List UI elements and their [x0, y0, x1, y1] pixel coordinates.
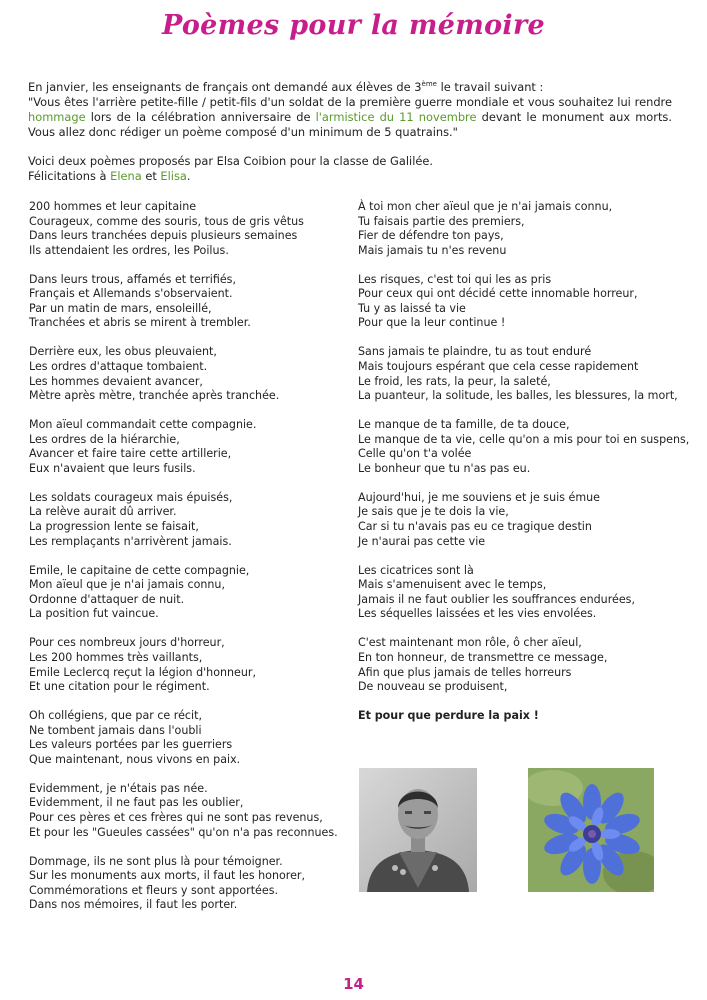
poem-line: Français et Allemands s'observaient. — [29, 287, 233, 301]
poem-line: Mon aïeul commandait cette compagnie. — [29, 418, 257, 432]
poem-line: C'est maintenant mon rôle, ô cher aïeul, — [358, 636, 582, 650]
student-name-elena: Elena — [110, 169, 142, 183]
poem-line: 200 hommes et leur capitaine — [29, 200, 197, 213]
poem-line: Je n'aurai pas cette vie — [358, 534, 486, 548]
poem-line: Sur les monuments aux morts, il faut les honorer, — [29, 869, 305, 883]
poem-line: Evidemment, je n'étais pas née. — [29, 781, 208, 795]
stanza — [358, 273, 689, 331]
poem-line: Les ordres de la hiérarchie, — [29, 432, 180, 446]
poem-line: Tu y as laissé ta vie — [358, 301, 466, 315]
poem-line: Je sais que je te dois la vie, — [358, 505, 509, 519]
closing-line: Et pour que perdure la paix ! — [358, 709, 539, 723]
student-name-elisa: Elisa — [160, 169, 187, 183]
poem-line: Dans leurs tranchées depuis plusieurs semaines — [29, 229, 298, 243]
poem-line: La position fut vaincue. — [29, 607, 159, 621]
poem-line: Le manque de ta vie, celle qu'on a mis pour toi en suspens, — [358, 432, 690, 446]
poem-line: Le froid, les rats, la peur, la saleté, — [358, 374, 551, 388]
poem-line: Pour que la leur continue ! — [358, 316, 506, 330]
intro-line-1: En janvier, les enseignants de français ont demandé aux élèves de 3ème le travail suivant : — [28, 80, 544, 94]
poem-line: Emile Leclercq reçut la légion d'honneur, — [29, 665, 256, 679]
poem-line: Aujourd'hui, je me souviens et je suis émue — [358, 490, 600, 504]
poem-line: Les hommes devaient avancer, — [29, 374, 203, 388]
poem-right — [358, 200, 689, 724]
poem-line: Mon aïeul que je n'ai jamais connu, — [29, 578, 225, 592]
poem-line: Afin que plus jamais de telles horreurs — [358, 665, 572, 679]
poem-line: Mais jamais tu n'es revenu — [358, 243, 507, 257]
stanza — [29, 782, 338, 840]
stanza — [29, 345, 338, 403]
poem-line: Les cicatrices sont là — [358, 563, 474, 577]
stanza — [29, 709, 338, 767]
poem-line: Les remplaçants n'arrivèrent jamais. — [29, 534, 232, 548]
intro-congrats: Félicitations à Elena et Elisa. — [28, 169, 191, 183]
stanza — [29, 200, 338, 258]
poem-line: Mais toujours espérant que cela cesse rapidement — [358, 360, 639, 374]
poem-line: Commémorations et fleurs y sont apportées. — [29, 883, 278, 897]
page-title: Poèmes pour la mémoire — [162, 10, 545, 41]
poem-line: La progression lente se faisait, — [29, 520, 199, 534]
poem-line: La relève aurait dû arriver. — [29, 505, 177, 519]
poem-line: Et pour les "Gueules cassées" qu'on n'a pas reconnues. — [29, 825, 338, 839]
poem-line: Courageux, comme des souris, tous de gris vêtus — [29, 214, 304, 228]
poem-line: Que maintenant, nous vivons en paix. — [29, 752, 241, 766]
cornflower-image — [528, 768, 654, 892]
intro-author-line: Voici deux poèmes proposés par Elsa Coibion pour la classe de Galilée. — [28, 154, 433, 168]
poem-line: Les ordres d'attaque tombaient. — [29, 360, 208, 374]
poem-line: Evidemment, il ne faut pas les oublier, — [29, 796, 244, 810]
intro-assignment: "Vous êtes l'arrière petite-fille / petit-fils d'un soldat de la première guerre mondiale et vous souhaitez lui rendre hommage lors de la célébration anniversaire de l'armistice du 11 novembre devant le monument aux morts. Vous allez donc rédiger un poème composé d'un minimum de 5 quatrains." — [28, 95, 672, 139]
poem-line: Dans nos mémoires, il faut les porter. — [29, 898, 238, 912]
stanza — [358, 491, 689, 549]
stanza — [29, 855, 338, 913]
stanza — [358, 564, 689, 622]
poem-line: Jamais il ne faut oublier les souffrances endurées, — [358, 592, 635, 606]
poem-line: Tranchées et abris se mirent à trembler. — [29, 316, 251, 330]
poem-line: Pour ces nombreux jours d'horreur, — [29, 636, 225, 650]
poem-line: Pour ces pères et ces frères qui ne sont pas revenus, — [29, 810, 323, 824]
poem-line: Dommage, ils ne sont plus là pour témoigner. — [29, 854, 283, 868]
poem-line: Sans jamais te plaindre, tu as tout enduré — [358, 345, 592, 359]
poem-line: Eux n'avaient que leurs fusils. — [29, 461, 196, 475]
poem-line: Ne tombent jamais dans l'oubli — [29, 723, 202, 737]
stanza — [358, 200, 689, 258]
poem-line: Les 200 hommes très vaillants, — [29, 650, 203, 664]
stanza — [358, 345, 689, 403]
poem-line: Dans leurs trous, affamés et terrifiés, — [29, 272, 236, 286]
poem-line: Fier de défendre ton pays, — [358, 229, 504, 243]
poem-line: Ordonne d'attaquer de nuit. — [29, 592, 185, 606]
stanza — [358, 636, 689, 694]
poem-line: Tu faisais partie des premiers, — [358, 214, 525, 228]
poem-line: Car si tu n'avais pas eu ce tragique destin — [358, 520, 592, 534]
poem-line: Mais s'amenuisent avec le temps, — [358, 578, 547, 592]
poem-line: Par un matin de mars, ensoleillé, — [29, 301, 212, 315]
stanza — [358, 418, 689, 476]
poem-line: Et une citation pour le régiment. — [29, 680, 210, 694]
poem-line: La puanteur, la solitude, les balles, les blessures, la mort, — [358, 389, 678, 403]
poem-line: Emile, le capitaine de cette compagnie, — [29, 563, 250, 577]
intro-text — [28, 80, 672, 184]
poem-line: Avancer et faire taire cette artillerie, — [29, 447, 232, 461]
poem-line: Le manque de ta famille, de ta douce, — [358, 418, 570, 432]
poem-line: En ton honneur, de transmettre ce message, — [358, 650, 608, 664]
poem-line: Les séquelles laissées et les vies envolées. — [358, 607, 597, 621]
poem-line: Le bonheur que tu n'as pas eu. — [358, 461, 531, 475]
poem-line: Les valeurs portées par les guerriers — [29, 738, 233, 752]
poem-line: Les risques, c'est toi qui les as pris — [358, 272, 552, 286]
stanza — [29, 491, 338, 549]
poem-line: De nouveau se produisent, — [358, 680, 508, 694]
soldier-portrait-image — [359, 768, 477, 892]
poem-line: Oh collégiens, que par ce récit, — [29, 709, 202, 723]
poem-line: Ils attendaient les ordres, les Poilus. — [29, 243, 229, 257]
poem-left — [29, 200, 338, 927]
poem-line: Mètre après mètre, tranchée après tranchée. — [29, 389, 280, 403]
poem-line: Derrière eux, les obus pleuvaient, — [29, 345, 217, 359]
stanza — [29, 418, 338, 476]
highlight-hommage: hommage — [28, 110, 86, 124]
stanza — [29, 564, 338, 622]
poem-line: Les soldats courageux mais épuisés, — [29, 490, 233, 504]
stanza — [29, 273, 338, 331]
highlight-armistice: l'armistice du 11 novembre — [315, 110, 477, 124]
page-number: 14 — [343, 975, 364, 993]
stanza — [29, 636, 338, 694]
poem-line: À toi mon cher aïeul que je n'ai jamais connu, — [358, 200, 613, 213]
poem-line: Pour ceux qui ont décidé cette innomable horreur, — [358, 287, 638, 301]
poem-line: Celle qu'on t'a volée — [358, 447, 472, 461]
